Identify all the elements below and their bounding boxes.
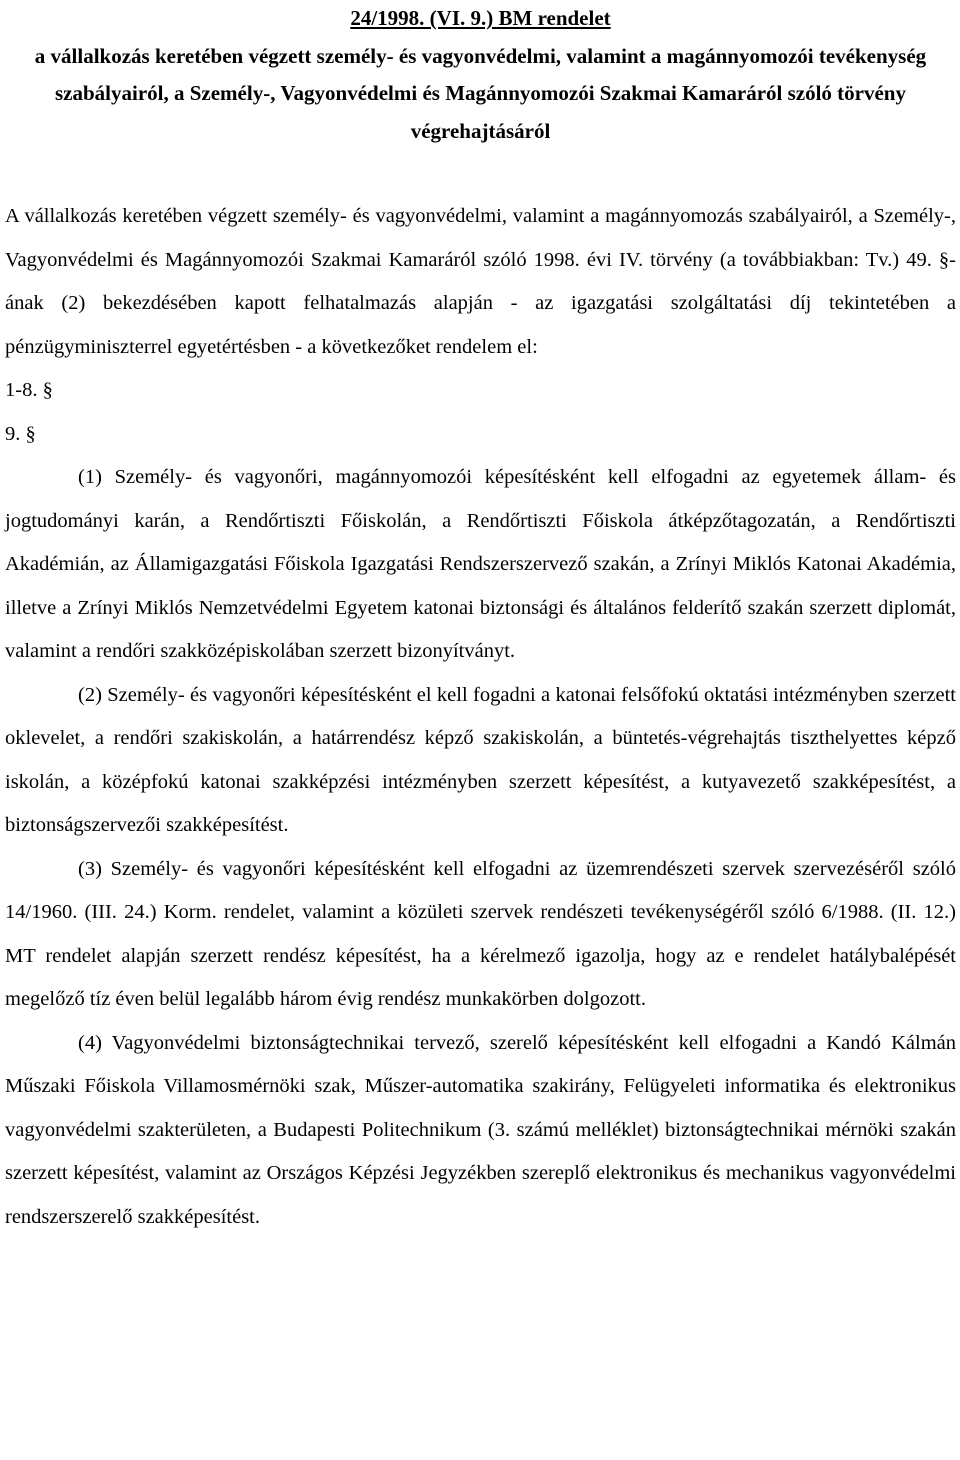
section-9-paragraph-1: (1) Személy- és vagyonőri, magánnyomozói képesítésként kell elfogadni az egyetemek állam- és jogtudományi karán, a Rendőrtiszti Főiskolán, a Rendőrtiszti Főiskola átképzőtagozatán, a Rendőrtiszti Akadémián, az Államigazgatási Főiskola Igazgatási Rendszerszervező szakán, a Zrínyi Miklós Katonai Akadémia, illetve a Zrínyi Miklós Nemzetvédelmi Egyetem katonai biztonsági és általános felderítő szakán szerzett diplomát, valamint a rendőri szakközépiskolában szerzett bizonyítványt. bbox=[5, 466, 956, 662]
section-9-paragraph-4: (4) Vagyonvédelmi biztonságtechnikai tervező, szerelő képesítésként kell elfogadni a Kandó Kálmán Műszaki Főiskola Villamosmérnöki szak, Műszer-automatika szakirány, Felügyeleti informatika és elektronikus vagyonvédelmi szakterületen, a Budapesti Politechnikum (3. számú melléklet) biztonságtechnikai mérnöki szakán szerzett képesítést, valamint az Országos Képzési Jegyzékben szereplő elektronikus és mechanikus vagyonvédelmi rendszerszerelő szakképesítést. bbox=[5, 1031, 956, 1228]
section-9-paragraph-2: (2) Személy- és vagyonőri képesítésként el kell fogadni a katonai felsőfokú oktatási intézményben szerzett oklevelet, a rendőri szakiskolán, a határrendész képző szakiskolán, a büntetés-végrehajtás tiszthelyettes képző iskolán, a középfokú katonai szakképzési intézményben szerzett képesítést, a kutyavezető szakképesítést, a biztonságszervezői szakképesítést. bbox=[5, 683, 956, 836]
section-heading-1-8: 1-8. § bbox=[5, 379, 53, 401]
section-heading-9: 9. § bbox=[5, 422, 36, 445]
document-header bbox=[5, 0, 956, 150]
law-number: 24/1998. (VI. 9.) BM rendelet bbox=[350, 6, 611, 30]
document-body bbox=[5, 195, 956, 1239]
preamble-paragraph: A vállalkozás keretében végzett személy- és vagyonvédelmi, valamint a magánnyomozás szabályairól, a Személy-, Vagyonvédelmi és Magánnyomozói Szakmai Kamaráról szóló 1998. évi IV. törvény (a továbbiakban: Tv.) 49. §-ának (2) bekezdésében kapott felhatalmazás alapján - az igazgatási szolgáltatási díj tekintetében a pénzügyminiszterrel egyetértésben - a következőket rendelem el: bbox=[5, 205, 956, 358]
document-title: a vállalkozás keretében végzett személy- és vagyonvédelmi, valamint a magánnyomozói tevékenység szabályairól, a Személy-, Vagyonvédelmi és Magánnyomozói Szakmai Kamaráról szóló törvény végrehajtásáról bbox=[34, 43, 927, 143]
section-9-paragraph-3: (3) Személy- és vagyonőri képesítésként kell elfogadni az üzemrendészeti szervek szervezéséről szóló 14/1960. (III. 24.) Korm. rendelet, valamint a közületi szervek rendészeti tevékenységéről szóló 6/1988. (II. 12.) MT rendelet alapján szerzett rendész képesítést, ha a kérelmező igazolja, hogy az e rendelet hatálybalépését megelőző tíz éven belül legalább három évig rendész munkakörben dolgozott. bbox=[5, 857, 956, 1010]
document-page bbox=[5, 0, 956, 1239]
